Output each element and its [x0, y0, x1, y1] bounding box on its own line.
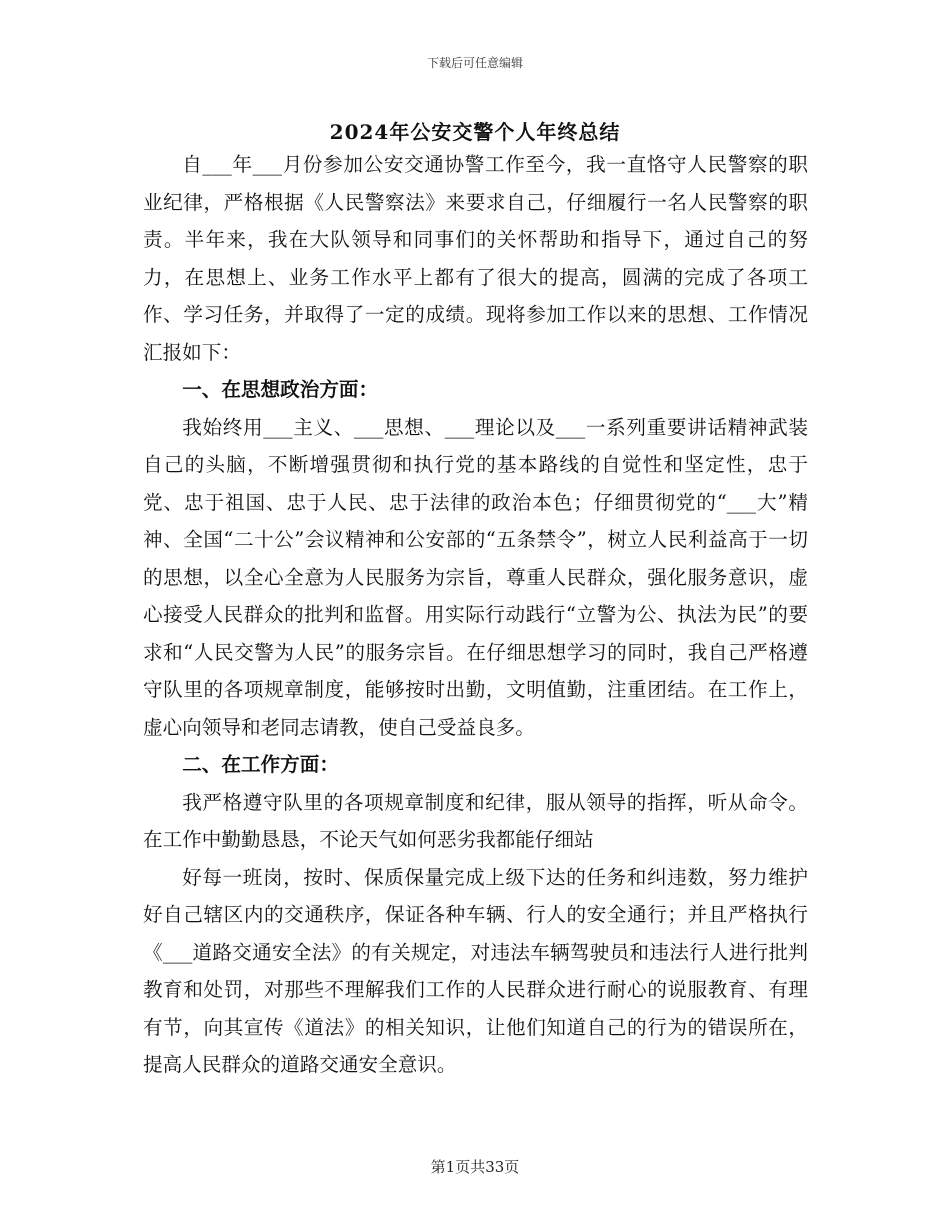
work-paragraph-1: 我严格遵守队里的各项规章制度和纪律，服从领导的指挥，听从命令。在工作中勤勤恳恳，不论天气如何恶劣我都能仔细站: [143, 790, 808, 851]
political-paragraph: 我始终用___主义、___思想、___理论以及___一系列重要讲话精神武装自己的头脑，不断增强贯彻和执行党的基本路线的自觉性和坚定性，忠于党、忠于祖国、忠于人民、忠于法律的政治本色；仔细贯彻党的“___大”精神、全国“二十公”会议精神和公安部的“五条禁令”，树立人民利益高于一切的思想，以全心全意为人民服务为宗旨，尊重人民群众，强化服务意识，虚心接受人民群众的批判和监督。用实际行动践行“立警为公、执法为民”的要求和“人民交警为人民”的服务宗旨。在仔细思想学习的同时，我自己严格遵守队里的各项规章制度，能够按时出勤，文明值勤，注重团结。在工作上，虚心向领导和老同志请教，使自己受益良多。: [143, 415, 808, 739]
work-paragraph-2: 好每一班岗，按时、保质保量完成上级下达的任务和纠违数，努力维护好自己辖区内的交通秩序，保证各种车辆、行人的安全通行；并且严格执行《___道路交通安全法》的有关规定，对违法车辆驾驶员和违法行人进行批判教育和处罚，对那些不理解我们工作的人民群众进行耐心的说服教育、有理有节，向其宣传《道法》的相关知识，让他们知道自己的行为的错误所在，提高人民群众的道路交通安全意识。: [143, 865, 808, 1076]
intro-paragraph: 自___年___月份参加公安交通协警工作至今，我一直恪守人民警察的职业纪律，严格根据《人民警察法》来要求自己，仔细履行一名人民警察的职责。半年来，我在大队领导和同事们的关怀帮助和指导下，通过自己的努力，在思想上、业务工作水平上都有了很大的提高，圆满的完成了各项工作、学习任务，并取得了一定的成绩。现将参加工作以来的思想、工作情况汇报如下：: [143, 153, 808, 364]
document-body: [143, 146, 808, 1084]
section-heading-work: 二、在工作方面：: [182, 753, 339, 776]
page-number: 第1页共33页: [430, 1158, 520, 1176]
section-heading-political: 一、在思想政治方面：: [182, 378, 379, 401]
download-note: 下载后可任意编辑: [426, 56, 523, 70]
document-title: 2024年公安交警个人年终总结: [329, 120, 621, 144]
